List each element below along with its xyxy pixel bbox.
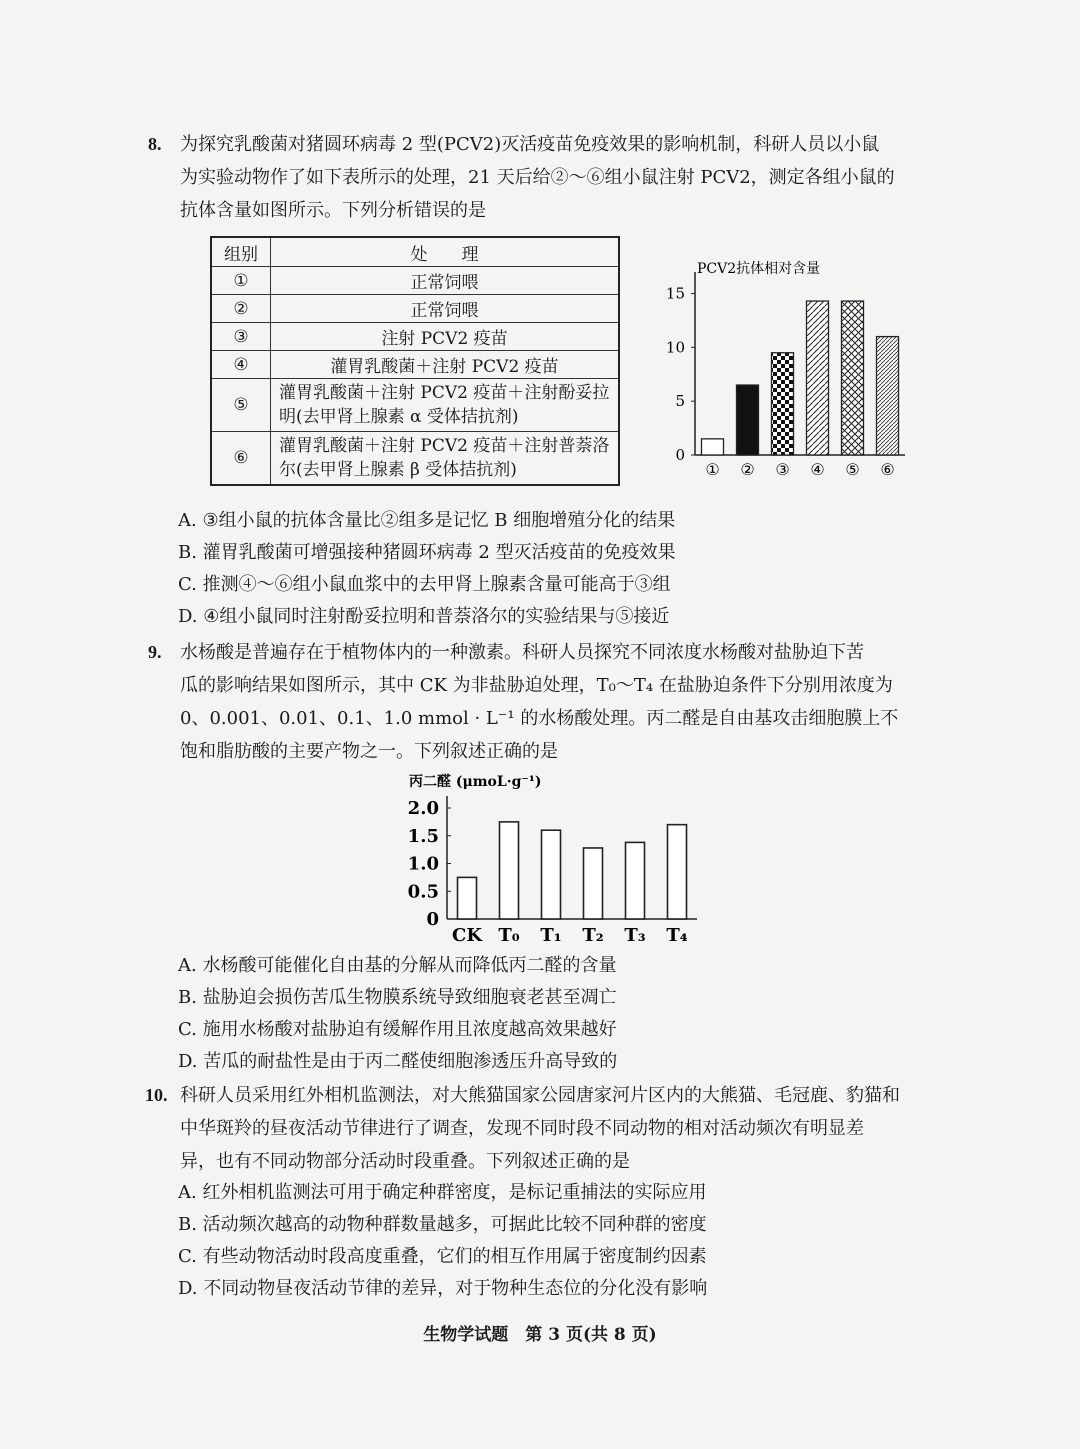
stem-line: 异，也有不同动物部分活动时段重叠。下列叙述正确的是 [180,1151,630,1172]
x-tick-label: T₄ [666,925,688,946]
table-cell: 灌胃乳酸菌＋注射 PCV2 疫苗 [271,351,620,379]
bar [458,877,477,919]
x-tick-label: CK [452,925,482,946]
option-c: C. 施用水杨酸对盐胁迫有缓解作用且浓度越高效果越好 [178,1019,617,1040]
table-cell: 灌胃乳酸菌＋注射 PCV2 疫苗＋注射酚妥拉明(去甲肾上腺素 α 受体拮抗剂) [271,379,620,432]
stem-line: 为实验动物作了如下表所示的处理，21 天后给②～⑥组小鼠注射 PCV2，测定各组小鼠的 [180,167,895,188]
bar [877,337,899,455]
bar [807,301,829,455]
bar [737,385,759,455]
option-a: A. ③组小鼠的抗体含量比②组多是记忆 B 细胞增殖分化的结果 [178,510,676,531]
bar [702,439,724,455]
table-header: 组别 [211,237,271,267]
chart-title: 丙二醛 (μmoL·g⁻¹) [409,774,542,790]
question-number: 9. [148,642,162,662]
stem-line: 水杨酸是普遍存在于植物体内的一种激素。科研人员探究不同浓度水杨酸对盐胁迫下苦 [180,642,864,663]
option-c: C. 有些动物活动时段高度重叠，它们的相互作用属于密度制约因素 [178,1246,707,1267]
x-tick-label: ② [740,460,755,479]
option-b: B. 活动频次越高的动物种群数量越多，可据此比较不同种群的密度 [178,1214,707,1235]
table-cell: ④ [211,351,271,379]
y-tick-label: 0 [675,446,685,464]
y-tick-label: 10 [665,338,685,357]
question-number: 10. [145,1085,168,1105]
bar [542,830,561,919]
stem-line: 中华斑羚的昼夜活动节律进行了调查，发现不同时段不同动物的相对活动频次有明显差 [180,1118,864,1139]
x-tick-label: T₂ [582,925,604,946]
table-cell: ⑤ [211,379,271,432]
stem-line: 科研人员采用红外相机监测法，对大熊猫国家公园唐家河片区内的大熊猫、毛冠鹿、豹猫和 [180,1085,900,1106]
bar [500,822,519,919]
table-row [211,267,619,295]
bar [842,301,864,455]
y-tick-label: 15 [665,284,685,303]
bar [584,848,603,919]
y-tick-label: 5 [675,392,685,411]
question-stem [180,1079,950,1178]
option-b: B. 盐胁迫会损伤苦瓜生物膜系统导致细胞衰老甚至凋亡 [178,987,617,1008]
table-cell: ① [211,267,271,295]
x-tick-label: ④ [810,460,825,479]
table-cell: 灌胃乳酸菌＋注射 PCV2 疫苗＋注射普萘洛尔(去甲肾上腺素 β 受体拮抗剂) [271,432,620,486]
stem-line: 0、0.001、0.01、0.1、1.0 mmol · L⁻¹ 的水杨酸处理。丙二醛是自由基攻击细胞膜上不 [180,708,899,729]
stem-line: 瓜的影响结果如图所示，其中 CK 为非盐胁迫处理，T₀～T₄ 在盐胁迫条件下分别用浓度为 [180,675,893,696]
question-stem [180,636,950,768]
option-d: D. 不同动物昼夜活动节律的差异，对于物种生态位的分化没有影响 [178,1278,708,1299]
antibody-chart [645,252,915,482]
table-cell: ③ [211,323,271,351]
x-tick-label: ③ [775,460,790,479]
question-9 [150,636,950,768]
y-tick-label: 0.5 [407,881,439,903]
y-tick-label: 2.0 [407,798,439,819]
question-10 [145,1079,950,1178]
option-d: D. 苦瓜的耐盐性是由于丙二醛使细胞渗透压升高导致的 [178,1051,618,1072]
x-tick-label: ⑥ [880,460,895,479]
mda-chart [395,768,715,953]
bar [772,353,794,455]
y-tick-label: 1.0 [407,853,439,875]
table-row [211,295,619,323]
treatment-table [210,236,620,486]
table-header-row [211,237,619,267]
stem-line: 为探究乳酸菌对猪圆环病毒 2 型(PCV2)灭活疫苗免疫效果的影响机制，科研人员以小鼠 [180,134,880,155]
bar [668,825,687,919]
option-b: B. 灌胃乳酸菌可增强接种猪圆环病毒 2 型灭活疫苗的免疫效果 [178,542,676,563]
option-d: D. ④组小鼠同时注射酚妥拉明和普萘洛尔的实验结果与⑤接近 [178,606,670,627]
table-row [211,432,619,486]
table-row [211,351,619,379]
question-stem [180,128,950,227]
x-tick-label: ⑤ [845,460,860,479]
page-footer: 生物学试题 第 3 页(共 8 页) [423,1325,657,1345]
table-cell: 注射 PCV2 疫苗 [271,323,620,351]
x-tick-label: ① [705,460,720,479]
table-cell: 正常饲喂 [271,295,620,323]
chart-title: PCV2抗体相对含量 [697,261,821,277]
x-tick-label: T₀ [498,925,520,946]
table-header: 处 理 [271,237,620,267]
question-number: 8. [148,134,162,154]
table-row [211,379,619,432]
table-cell: ⑥ [211,432,271,486]
question-8 [150,128,950,227]
x-tick-label: T₁ [540,925,562,946]
x-tick-label: T₃ [624,925,646,946]
stem-line: 抗体含量如图所示。下列分析错误的是 [180,200,486,221]
y-tick-label: 1.5 [407,825,439,847]
option-a: A. 水杨酸可能催化自由基的分解从而降低丙二醛的含量 [178,955,617,976]
option-a: A. 红外相机监测法可用于确定种群密度，是标记重捕法的实际应用 [178,1182,707,1203]
stem-line: 饱和脂肪酸的主要产物之一。下列叙述正确的是 [180,741,558,762]
table-cell: ② [211,295,271,323]
table-row [211,323,619,351]
table-cell: 正常饲喂 [271,267,620,295]
y-tick-label: 0 [426,909,439,930]
option-c: C. 推测④～⑥组小鼠血浆中的去甲肾上腺素含量可能高于③组 [178,574,671,595]
bar [626,842,645,919]
